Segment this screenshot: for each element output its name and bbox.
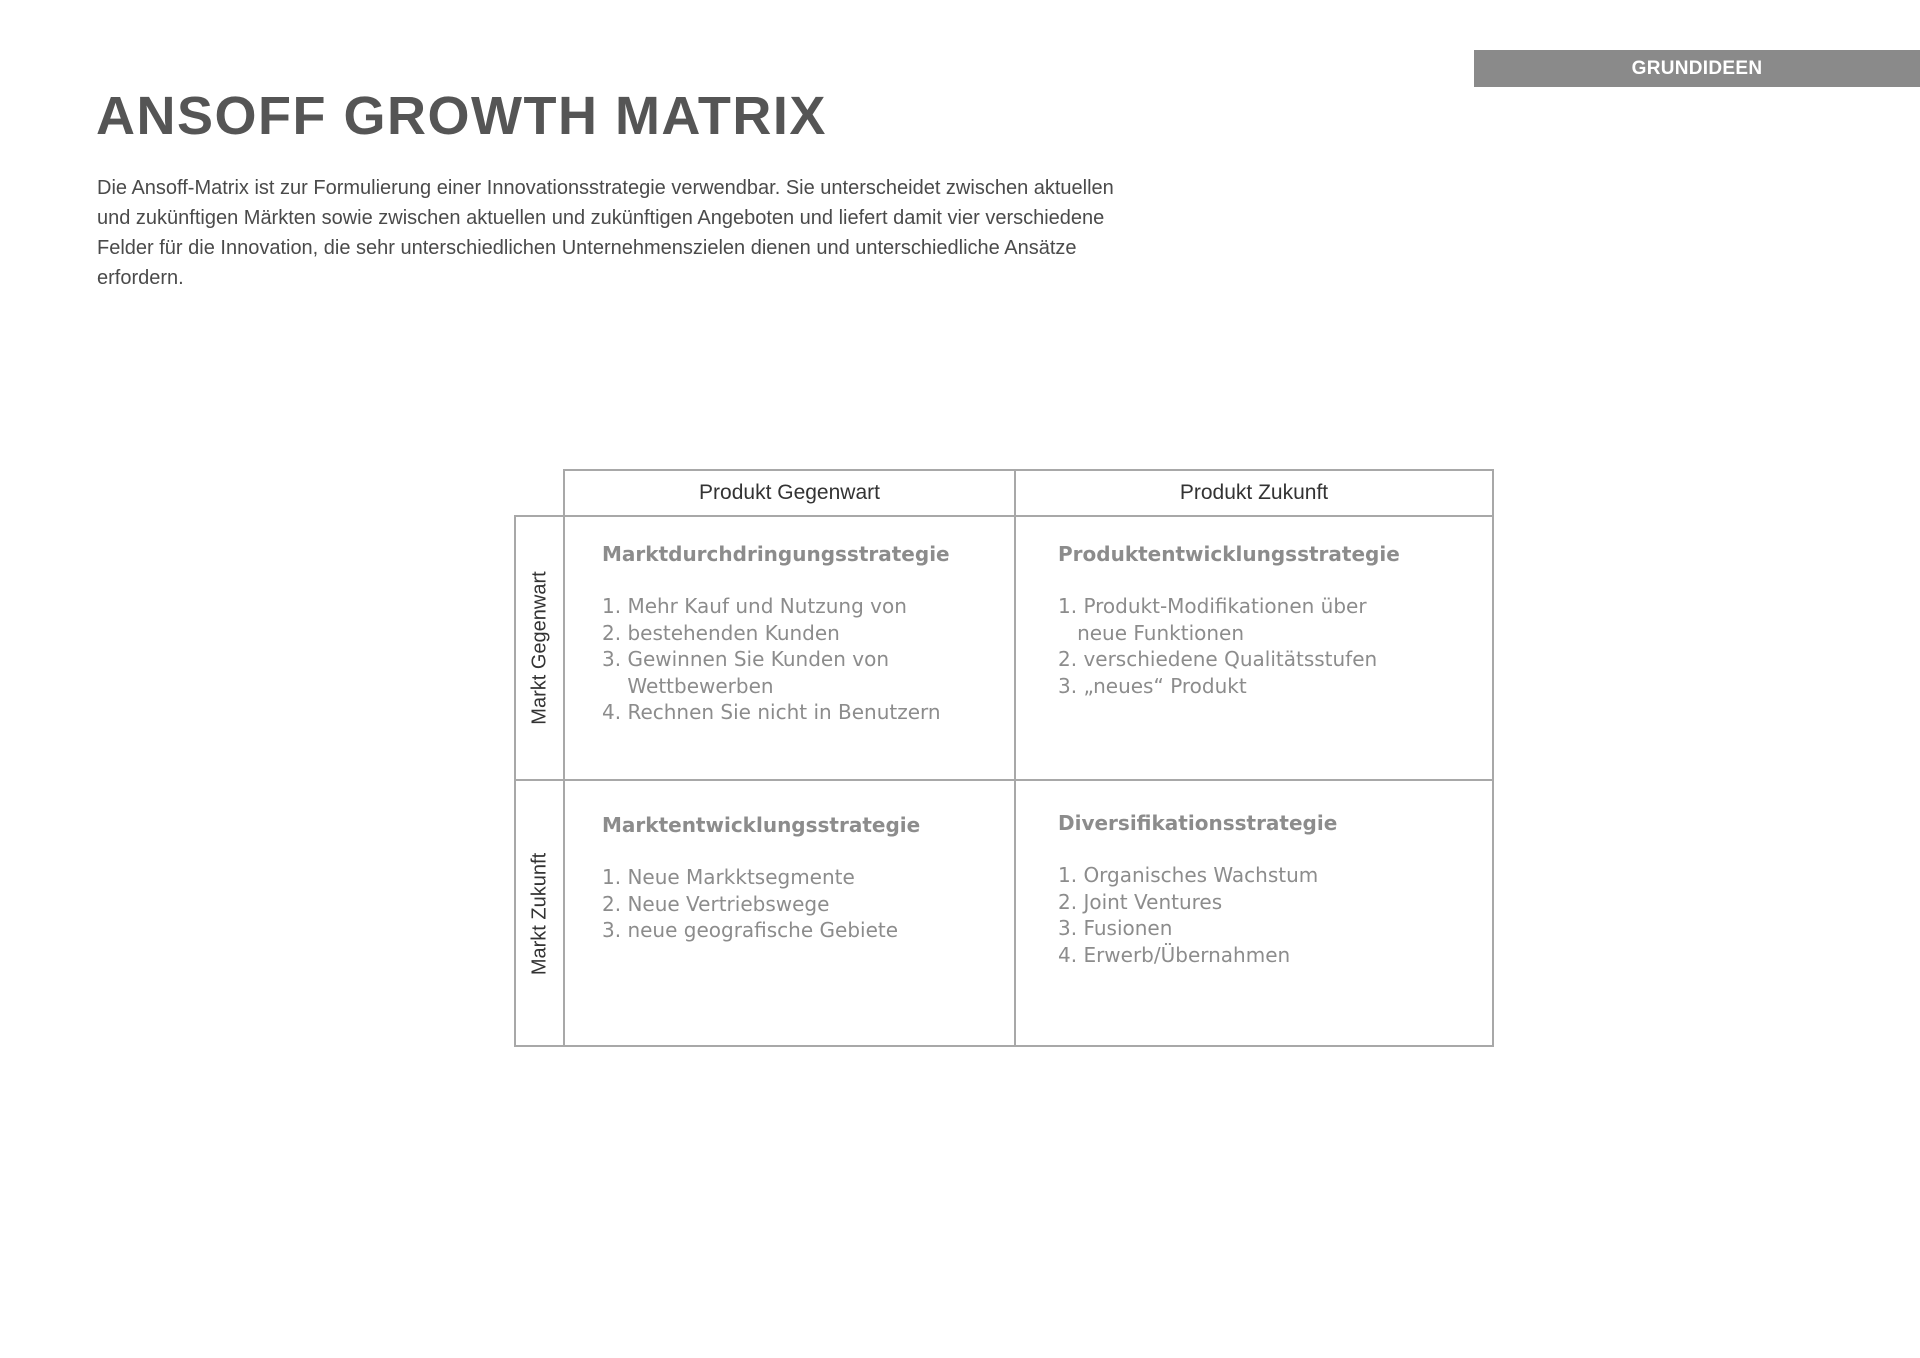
- intro-paragraph: Die Ansoff-Matrix ist zur Formulierung einer Innovationsstrategie verwendbar. Sie unterscheidet zwischen aktuellen und zukünftigen Märkten sowie zwischen aktuellen und zukünftigen Angeboten und liefert damit vier verschiedene Felder für die Innovation, die sehr unterschiedlichen Unternehmenszielen dienen und unterschiedliche Ansätze erfordern.: [97, 177, 1114, 289]
- list-item: 1. Organisches Wachstum: [1058, 863, 1319, 887]
- list-item: Wettbewerben: [602, 673, 774, 698]
- matrix-line: [514, 515, 516, 1047]
- list-item: 1. Produkt-Modifikationen über: [1058, 594, 1367, 618]
- cell-title: Marktdurchdringungsstrategie: [602, 542, 950, 566]
- column-header-produkt-gegenwart: Produkt Gegenwart: [699, 481, 880, 504]
- list-item: 3. neue geografische Gebiete: [602, 918, 899, 942]
- page-title: ANSOFF GROWTH MATRIX: [96, 86, 827, 146]
- list-item: 1. Mehr Kauf und Nutzung von: [602, 594, 907, 618]
- list-item: 4. Rechnen Sie nicht in Benutzern: [602, 700, 941, 724]
- matrix-line: [1014, 469, 1016, 1047]
- matrix-line: [514, 515, 1494, 517]
- cell-list: [602, 593, 950, 726]
- matrix-line: [564, 469, 1494, 471]
- list-item: 2. Joint Ventures: [1058, 889, 1223, 914]
- list-item: 3. Gewinnen Sie Kunden von: [602, 647, 890, 671]
- list-item: 3. Fusionen: [1058, 916, 1173, 940]
- matrix-line: [563, 469, 565, 1047]
- cell-list: [1058, 862, 1337, 968]
- cell-title: Produktentwicklungsstrategie: [1058, 542, 1400, 566]
- matrix-line: [1492, 469, 1494, 1047]
- list-item: 3. „neues“ Produkt: [1058, 673, 1247, 698]
- list-item: neue Funktionen: [1058, 620, 1245, 645]
- row-header-markt-gegenwart: Markt Gegenwart: [528, 571, 551, 725]
- matrix-cell-produktentwicklung: [1058, 541, 1400, 699]
- section-tab: GRUNDIDEEN: [1474, 50, 1920, 87]
- cell-list: [602, 864, 920, 944]
- list-item: 2. verschiedene Qualitätsstufen: [1058, 647, 1378, 671]
- matrix-line: [514, 779, 1494, 781]
- cell-title: Marktentwicklungsstrategie: [602, 813, 921, 837]
- list-item: 2. bestehenden Kunden: [602, 620, 840, 645]
- list-item: 1. Neue Markktsegmente: [602, 865, 855, 889]
- cell-title: Diversifikationsstrategie: [1058, 811, 1338, 835]
- matrix-line: [514, 1045, 1494, 1047]
- list-item: 4. Erwerb/Übernahmen: [1058, 942, 1291, 967]
- row-header-markt-zukunft: Markt Zukunft: [528, 852, 551, 976]
- matrix-cell-marktdurchdringung: [602, 541, 950, 726]
- matrix-cell-diversifikation: [1058, 810, 1337, 968]
- matrix-cell-marktentwicklung: [602, 812, 920, 944]
- cell-list: [1058, 593, 1400, 699]
- column-header-produkt-zukunft: Produkt Zukunft: [1179, 481, 1329, 504]
- list-item: 2. Neue Vertriebswege: [602, 891, 830, 916]
